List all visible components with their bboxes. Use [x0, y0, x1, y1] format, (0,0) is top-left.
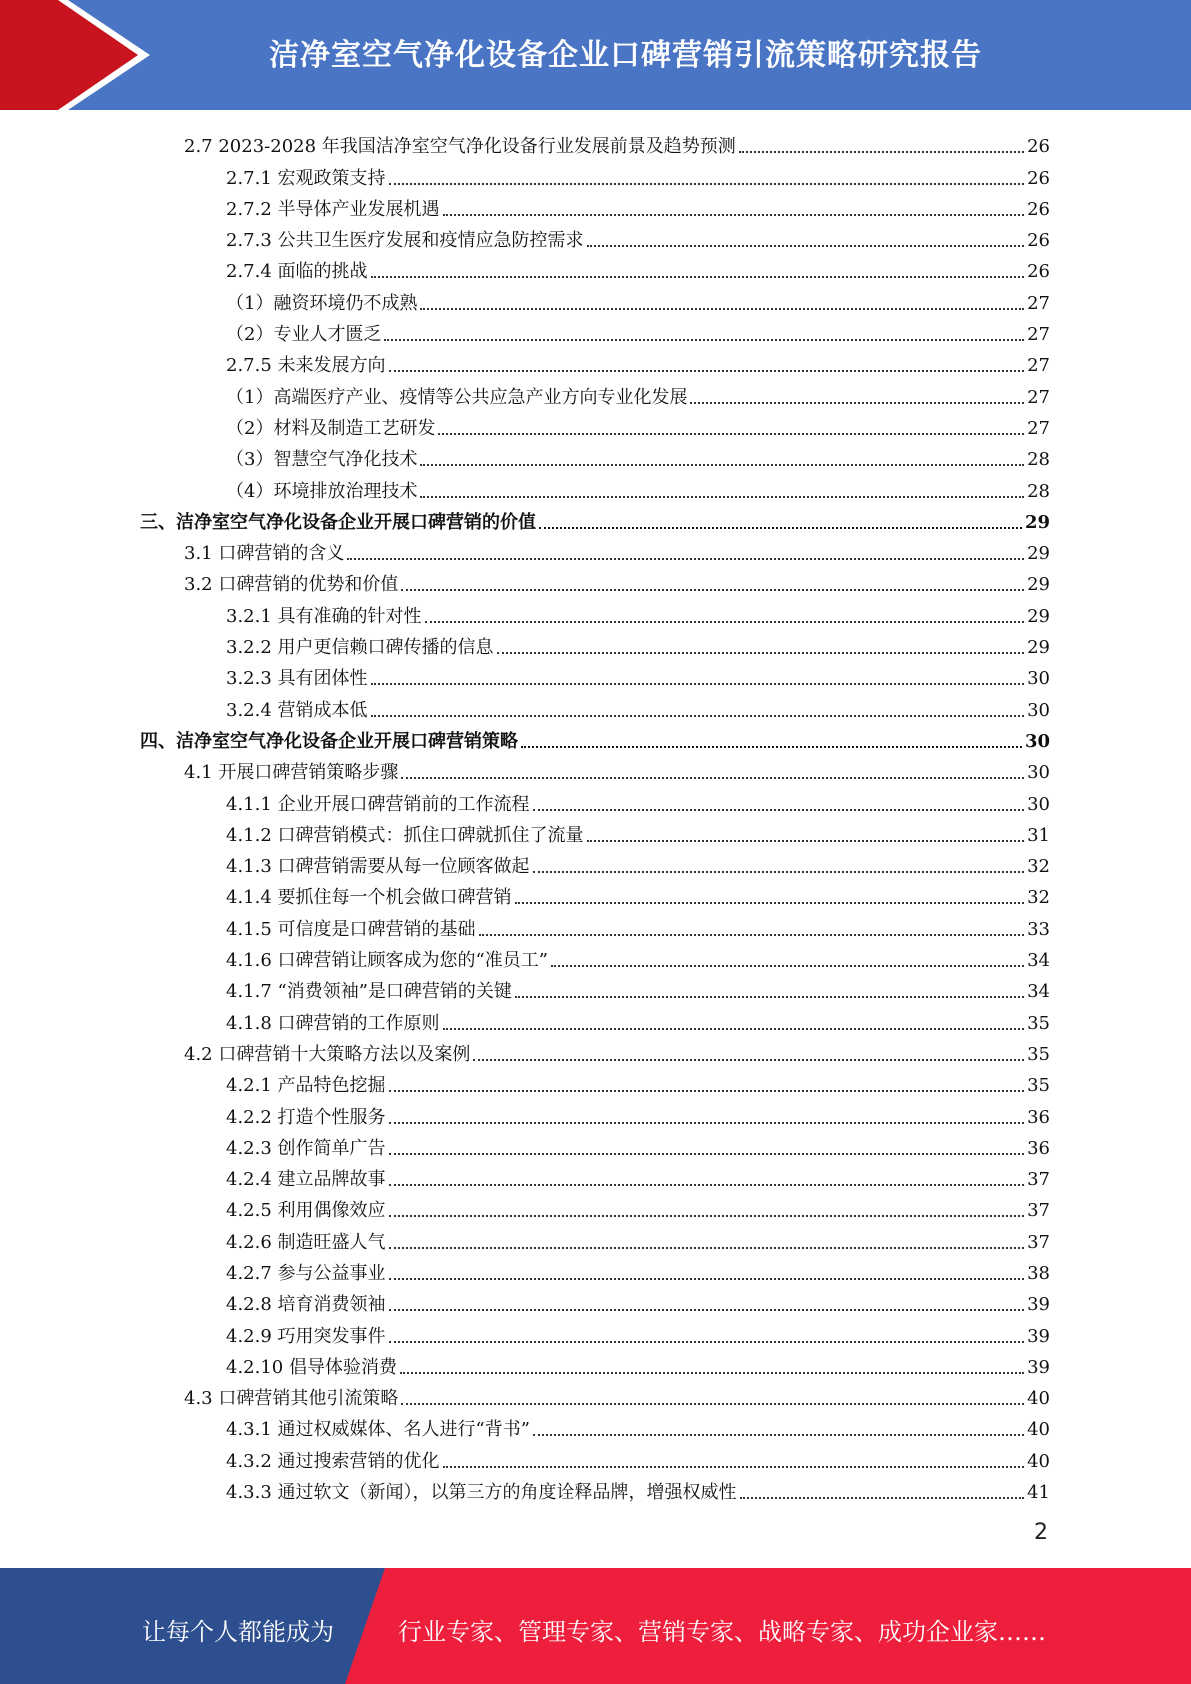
toc-entry[interactable] — [140, 723, 1050, 754]
toc-entry-page: 35 — [1027, 1043, 1050, 1065]
toc-entry-page: 40 — [1027, 1388, 1050, 1410]
toc-dot-leader — [739, 151, 1024, 153]
toc-entry-page: 27 — [1027, 324, 1050, 346]
toc-entry-label: 4.1.3 口碑营销需要从每一位顾客做起 — [226, 856, 530, 878]
toc-entry-label: 4.1 开展口碑营销策略步骤 — [184, 762, 399, 784]
toc-dot-leader — [533, 809, 1025, 811]
toc-entry-page: 32 — [1027, 856, 1050, 878]
toc-entry[interactable] — [140, 691, 1050, 722]
toc-entry[interactable] — [140, 253, 1050, 284]
toc-entry-page: 26 — [1027, 230, 1050, 252]
header-arrow-decoration — [0, 0, 160, 110]
toc-entry[interactable] — [140, 973, 1050, 1004]
toc-dot-leader — [389, 1090, 1025, 1092]
toc-dot-leader — [690, 402, 1024, 404]
toc-entry[interactable] — [140, 1255, 1050, 1286]
toc-dot-leader — [371, 683, 1025, 685]
toc-dot-leader — [389, 370, 1025, 372]
toc-entry-label: 四、洁净室空气净化设备企业开展口碑营销策略 — [140, 730, 518, 752]
toc-dot-leader — [389, 1247, 1025, 1249]
toc-entry-label: 三、洁净室空气净化设备企业开展口碑营销的价值 — [140, 511, 536, 533]
table-of-contents — [140, 128, 1050, 1505]
toc-entry-label: 2.7 2023-2028 年我国洁净室空气净化设备行业发展前景及趋势预测 — [184, 136, 736, 158]
toc-dot-leader — [420, 308, 1024, 310]
toc-entry-label: （1）融资环境仍不成熟 — [226, 292, 418, 314]
toc-dot-leader — [389, 1153, 1025, 1155]
toc-entry-label: 2.7.4 面临的挑战 — [226, 261, 368, 283]
toc-entry-page: 41 — [1027, 1482, 1050, 1504]
toc-entry[interactable] — [140, 1223, 1050, 1254]
toc-entry-label: 4.3.3 通过软文（新闻），以第三方的角度诠释品牌，增强权威性 — [226, 1482, 737, 1504]
toc-dot-leader — [401, 589, 1024, 591]
toc-entry-page: 29 — [1024, 511, 1050, 533]
toc-entry-label: 2.7.2 半导体产业发展机遇 — [226, 198, 440, 220]
toc-entry-page: 38 — [1027, 1262, 1050, 1284]
toc-entry-page: 35 — [1027, 1012, 1050, 1034]
toc-entry-label: 3.2.3 具有团体性 — [226, 668, 368, 690]
toc-entry[interactable] — [140, 159, 1050, 190]
toc-entry[interactable] — [140, 1317, 1050, 1348]
toc-entry-page: 29 — [1027, 637, 1050, 659]
toc-entry-page: 40 — [1027, 1450, 1050, 1472]
toc-dot-leader — [401, 777, 1024, 779]
toc-entry-page: 30 — [1027, 793, 1050, 815]
toc-entry-label: （3）智慧空气净化技术 — [226, 449, 418, 471]
toc-dot-leader — [389, 1341, 1025, 1343]
toc-entry-page: 27 — [1027, 417, 1050, 439]
toc-entry-label: 4.1.4 要抓住每一个机会做口碑营销 — [226, 887, 512, 909]
toc-entry[interactable] — [140, 1286, 1050, 1317]
toc-entry-label: （4）环境排放治理技术 — [226, 480, 418, 502]
toc-dot-leader — [539, 527, 1022, 529]
toc-entry-label: （2）专业人才匮乏 — [226, 324, 382, 346]
toc-entry-label: 3.2.4 营销成本低 — [226, 699, 368, 721]
toc-entry[interactable] — [140, 1474, 1050, 1505]
toc-entry-label: 4.3.2 通过搜索营销的优化 — [226, 1450, 440, 1472]
toc-entry[interactable] — [140, 1411, 1050, 1442]
toc-dot-leader — [443, 1028, 1025, 1030]
toc-entry-page: 30 — [1024, 730, 1050, 752]
toc-dot-leader — [438, 433, 1024, 435]
toc-entry-page: 30 — [1027, 762, 1050, 784]
toc-entry-page: 37 — [1027, 1231, 1050, 1253]
toc-entry-page: 39 — [1027, 1294, 1050, 1316]
toc-dot-leader — [389, 183, 1025, 185]
toc-entry-label: 4.3.1 通过权威媒体、名人进行“背书” — [226, 1419, 530, 1441]
toc-entry[interactable] — [140, 942, 1050, 973]
toc-entry-label: 4.2.10 倡导体验消费 — [226, 1356, 397, 1378]
toc-entry-page: 29 — [1027, 605, 1050, 627]
toc-entry-page: 35 — [1027, 1075, 1050, 1097]
toc-dot-leader — [389, 1184, 1025, 1186]
toc-dot-leader — [389, 1215, 1025, 1217]
toc-entry[interactable] — [140, 1130, 1050, 1161]
toc-dot-leader — [515, 902, 1025, 904]
report-title: 洁净室空气净化设备企业口碑营销引流策略研究报告 — [269, 38, 982, 73]
toc-entry-page: 34 — [1027, 981, 1050, 1003]
toc-entry-label: 4.2.7 参与公益事业 — [226, 1262, 386, 1284]
toc-entry-page: 34 — [1027, 950, 1050, 972]
toc-entry[interactable] — [140, 597, 1050, 628]
toc-entry[interactable] — [140, 848, 1050, 879]
toc-entry-page: 27 — [1027, 292, 1050, 314]
toc-dot-leader — [479, 934, 1025, 936]
toc-entry-page: 31 — [1027, 824, 1050, 846]
toc-entry-label: 4.1.2 口碑营销模式：抓住口碑就抓住了流量 — [226, 824, 584, 846]
toc-entry-page: 27 — [1027, 355, 1050, 377]
toc-entry-page: 26 — [1027, 167, 1050, 189]
toc-entry-page: 40 — [1027, 1419, 1050, 1441]
toc-entry-page: 29 — [1027, 543, 1050, 565]
toc-entry-label: （2）材料及制造工艺研发 — [226, 417, 436, 439]
toc-entry-label: 2.7.1 宏观政策支持 — [226, 167, 386, 189]
toc-entry-page: 28 — [1027, 449, 1050, 471]
toc-entry[interactable] — [140, 128, 1050, 159]
toc-entry-label: 4.2.3 创作简单广告 — [226, 1137, 386, 1159]
toc-dot-leader — [473, 1059, 1024, 1061]
page-number: 2 — [1034, 1520, 1048, 1545]
toc-dot-leader — [384, 339, 1024, 341]
toc-entry-page: 26 — [1027, 198, 1050, 220]
toc-entry-label: （1）高端医疗产业、疫情等公共应急产业方向专业化发展 — [226, 386, 688, 408]
toc-entry-label: 3.2.1 具有准确的针对性 — [226, 605, 422, 627]
toc-dot-leader — [443, 1466, 1025, 1468]
toc-entry-label: 4.2.1 产品特色挖掘 — [226, 1075, 386, 1097]
toc-entry-label: 4.3 口碑营销其他引流策略 — [184, 1388, 399, 1410]
toc-dot-leader — [347, 558, 1024, 560]
toc-dot-leader — [740, 1497, 1025, 1499]
toc-dot-leader — [389, 1309, 1025, 1311]
toc-entry-page: 26 — [1027, 136, 1050, 158]
toc-entry-label: 3.2.2 用户更信赖口碑传播的信息 — [226, 637, 494, 659]
toc-entry-page: 30 — [1027, 699, 1050, 721]
toc-entry-label: 4.1.8 口碑营销的工作原则 — [226, 1012, 440, 1034]
toc-entry[interactable] — [140, 1380, 1050, 1411]
toc-entry-label: 4.1.6 口碑营销让顾客成为您的“准员工” — [226, 950, 548, 972]
toc-entry[interactable] — [140, 504, 1050, 535]
toc-entry-page: 26 — [1027, 261, 1050, 283]
toc-entry[interactable] — [140, 1098, 1050, 1129]
toc-entry-page: 28 — [1027, 480, 1050, 502]
toc-entry-label: 3.1 口碑营销的含义 — [184, 543, 345, 565]
toc-entry[interactable] — [140, 910, 1050, 941]
toc-dot-leader — [371, 276, 1025, 278]
toc-entry-label: 2.7.5 未来发展方向 — [226, 355, 386, 377]
toc-entry-label: 4.2.4 建立品牌故事 — [226, 1169, 386, 1191]
page-header — [0, 0, 1191, 110]
toc-entry[interactable] — [140, 660, 1050, 691]
toc-entry[interactable] — [140, 1192, 1050, 1223]
toc-entry[interactable] — [140, 566, 1050, 597]
toc-dot-leader — [401, 1403, 1024, 1405]
toc-dot-leader — [497, 652, 1025, 654]
toc-entry[interactable] — [140, 284, 1050, 315]
toc-entry-page: 39 — [1027, 1325, 1050, 1347]
toc-entry-label: 4.1.1 企业开展口碑营销前的工作流程 — [226, 793, 530, 815]
toc-entry-page: 37 — [1027, 1200, 1050, 1222]
toc-entry-page: 32 — [1027, 887, 1050, 909]
toc-entry[interactable] — [140, 222, 1050, 253]
footer-slogan-right: 行业专家、管理专家、营销专家、战略专家、成功企业家…… — [398, 1618, 1046, 1646]
toc-entry-page: 37 — [1027, 1169, 1050, 1191]
toc-entry[interactable] — [140, 191, 1050, 222]
toc-entry-page: 39 — [1027, 1356, 1050, 1378]
toc-entry[interactable] — [140, 1161, 1050, 1192]
toc-entry-label: 4.2.6 制造旺盛人气 — [226, 1231, 386, 1253]
toc-entry-label: 4.2.2 打造个性服务 — [226, 1106, 386, 1128]
toc-dot-leader — [515, 996, 1024, 998]
toc-dot-leader — [533, 871, 1025, 873]
toc-entry[interactable] — [140, 754, 1050, 785]
toc-entry-page: 27 — [1027, 386, 1050, 408]
toc-entry[interactable] — [140, 472, 1050, 503]
toc-entry-page: 36 — [1027, 1106, 1050, 1128]
toc-dot-leader — [400, 1372, 1024, 1374]
toc-entry-label: 2.7.3 公共卫生医疗发展和疫情应急防控需求 — [226, 230, 584, 252]
toc-entry-label: 3.2 口碑营销的优势和价值 — [184, 574, 399, 596]
toc-dot-leader — [389, 1122, 1025, 1124]
toc-entry[interactable] — [140, 1442, 1050, 1473]
toc-dot-leader — [443, 214, 1025, 216]
toc-entry-label: 4.2.8 培育消费领袖 — [226, 1294, 386, 1316]
toc-entry-page: 36 — [1027, 1137, 1050, 1159]
toc-dot-leader — [425, 621, 1025, 623]
toc-entry[interactable] — [140, 535, 1050, 566]
toc-entry-label: 4.2.9 巧用突发事件 — [226, 1325, 386, 1347]
toc-entry[interactable] — [140, 410, 1050, 441]
toc-dot-leader — [521, 746, 1022, 748]
toc-dot-leader — [371, 715, 1025, 717]
toc-entry-page: 33 — [1027, 918, 1050, 940]
page-footer — [0, 1568, 1191, 1684]
footer-slogan-left: 让每个人都能成为 — [142, 1618, 334, 1646]
toc-dot-leader — [533, 1434, 1024, 1436]
toc-entry[interactable] — [140, 1004, 1050, 1035]
toc-entry-label: 4.2 口碑营销十大策略方法以及案例 — [184, 1043, 471, 1065]
toc-dot-leader — [551, 965, 1024, 967]
toc-entry-label: 4.2.5 利用偶像效应 — [226, 1200, 386, 1222]
toc-entry-label: 4.1.7 “消费领袖”是口碑营销的关键 — [226, 981, 512, 1003]
toc-entry[interactable] — [140, 1349, 1050, 1380]
toc-entry[interactable] — [140, 1067, 1050, 1098]
toc-entry[interactable] — [140, 347, 1050, 378]
toc-dot-leader — [420, 464, 1024, 466]
toc-entry-page: 30 — [1027, 668, 1050, 690]
toc-dot-leader — [420, 496, 1024, 498]
toc-entry[interactable] — [140, 879, 1050, 910]
toc-entry[interactable] — [140, 817, 1050, 848]
toc-entry[interactable] — [140, 441, 1050, 472]
toc-entry-page: 29 — [1027, 574, 1050, 596]
toc-dot-leader — [587, 840, 1025, 842]
toc-entry[interactable] — [140, 378, 1050, 409]
toc-entry[interactable] — [140, 1036, 1050, 1067]
toc-dot-leader — [389, 1278, 1025, 1280]
toc-entry[interactable] — [140, 316, 1050, 347]
toc-entry[interactable] — [140, 785, 1050, 816]
toc-entry-label: 4.1.5 可信度是口碑营销的基础 — [226, 918, 476, 940]
toc-dot-leader — [587, 245, 1025, 247]
toc-entry[interactable] — [140, 629, 1050, 660]
